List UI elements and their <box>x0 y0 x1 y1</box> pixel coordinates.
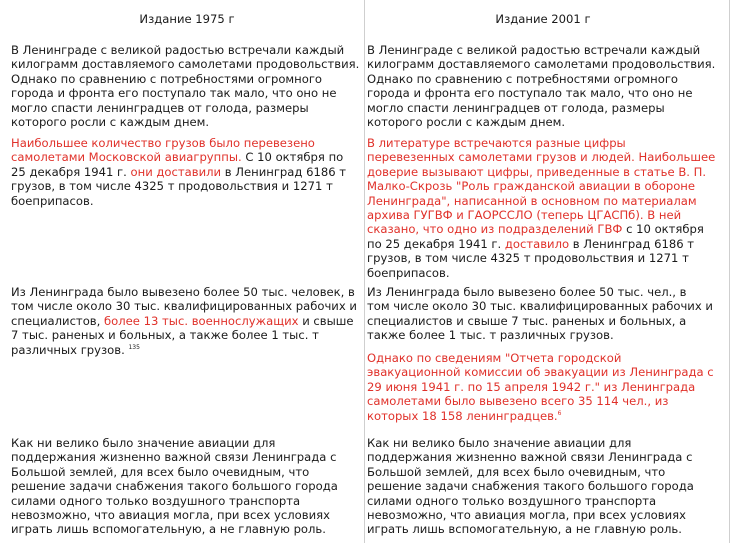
text-segment: которого росли с каждым днем. <box>367 114 566 129</box>
text-segment: Однако по сравнению с потребностями огромного <box>11 71 323 86</box>
text-line <box>11 343 357 357</box>
text-segment: том числе около 30 тыс. квалифицированных рабочих и <box>11 299 357 314</box>
right-paragraph-3 <box>367 285 713 343</box>
text-line <box>367 86 715 100</box>
text-segment: Из Ленинграда было вывезено более 50 тыс. чел., в <box>367 285 687 299</box>
text-line <box>367 351 714 365</box>
text-segment: города и фронта его поступало так мало, что оно не <box>11 86 337 101</box>
text-segment: также более 1 тыс. т различных грузов. <box>367 328 614 343</box>
text-line <box>367 237 715 251</box>
text-segment: Как ни велико было значение авиации для <box>11 436 276 450</box>
text-segment: в Ленинград 6186 т <box>221 164 347 179</box>
text-line <box>11 508 338 522</box>
right-paragraph-2 <box>367 136 715 280</box>
text-line <box>11 314 357 328</box>
text-line <box>11 436 338 450</box>
text-line <box>367 194 715 208</box>
text-segment: играть лишь вспомогательную, а не главную роль. <box>11 522 326 537</box>
text-line <box>367 299 713 313</box>
text-segment: боеприпасов. <box>11 193 94 208</box>
left-paragraph-1 <box>11 43 359 129</box>
text-line <box>367 150 715 164</box>
text-line <box>11 285 357 299</box>
text-segment: Как ни велико было значение авиации для <box>367 436 632 450</box>
highlighted-text: которых 18 158 ленинградцев. <box>367 408 558 423</box>
text-segment: Однако по сравнению с потребностями огромного <box>367 71 679 86</box>
text-segment: которого росли с каждым днем. <box>11 114 210 129</box>
text-line <box>367 380 714 394</box>
text-segment: силами одного только воздушного транспорта <box>367 493 657 508</box>
text-line <box>367 165 715 179</box>
right-paragraph-1 <box>367 43 715 129</box>
highlighted-text: более 13 тыс. военнослужащих <box>104 313 299 328</box>
text-line <box>367 222 715 236</box>
text-line <box>367 101 715 115</box>
text-line <box>11 115 359 129</box>
text-segment: специалистов, <box>11 313 104 328</box>
text-line <box>367 465 694 479</box>
highlighted-text: Наибольшее количество грузов было перевезено <box>11 136 315 150</box>
text-segment: играть лишь вспомогательную, а не главную роль. <box>367 522 682 537</box>
text-segment: невозможно, что авиация могла, при всех условиях <box>367 507 686 522</box>
left-paragraph-3 <box>11 285 357 357</box>
text-segment: города и фронта его поступало так мало, что оно не <box>367 86 693 101</box>
text-line <box>367 365 714 379</box>
left-paragraph-2 <box>11 136 346 208</box>
text-segment: килограмм доставляемого самолетами продовольствия. <box>11 57 360 72</box>
text-line <box>11 494 338 508</box>
text-line <box>11 450 338 464</box>
text-segment: С 10 октября по <box>241 150 344 165</box>
text-segment: решение задачи снабжения такого большого города <box>367 479 694 494</box>
text-segment: Из Ленинграда было вывезено более 50 тыс. человек, в <box>11 285 355 299</box>
text-line <box>367 115 715 129</box>
column-divider <box>364 0 365 543</box>
text-segment: том числе около 30 тыс. квалифицированных рабочих и <box>367 299 713 314</box>
text-line <box>367 508 694 522</box>
right-paragraph-5 <box>367 436 694 537</box>
text-line <box>367 179 715 193</box>
left-paragraph-4 <box>11 436 338 537</box>
text-line <box>11 72 359 86</box>
text-line <box>11 465 338 479</box>
column-header-1975: Издание 1975 г <box>139 12 235 26</box>
highlighted-text: эвакуационной комиссии об эвакуации из Ленинграда с <box>367 365 714 380</box>
highlighted-text: Однако по сведениям "Отчета городской <box>367 351 622 365</box>
text-segment: в Ленинград 6186 т <box>569 236 695 251</box>
text-segment: грузов, в том числе 4325 т продовольствия и 1271 т <box>11 179 333 194</box>
text-segment: специалистов и свыше 7 тыс. раненых и больных, а <box>367 313 687 328</box>
text-segment: грузов, в том числе 4325 т продовольствия и 1271 т <box>367 251 689 266</box>
text-line <box>367 409 714 423</box>
highlighted-text: Ленинграда", написанной в основном по материалам <box>367 193 697 208</box>
text-segment: поддержания жизненно важной связи Ленинграда с <box>11 450 337 465</box>
footnote-ref: 135 <box>128 343 140 351</box>
text-line <box>11 328 357 342</box>
text-segment: 7 тыс. раненых и больных, а также более 1 тыс. т <box>11 328 319 343</box>
text-line <box>11 479 338 493</box>
highlighted-text: Малко-Скрозь "Роль гражданской авиации в обороне <box>367 179 696 194</box>
text-line <box>11 522 338 536</box>
footnote-ref: 6 <box>557 409 562 417</box>
highlighted-text: самолетами Московской авиагруппы. <box>11 150 242 165</box>
right-paragraph-4 <box>367 351 714 423</box>
text-segment: силами одного только воздушного транспорта <box>11 493 301 508</box>
text-segment: Большой землей, для всех было очевидным, что <box>11 464 310 479</box>
text-line <box>11 179 346 193</box>
text-line <box>367 136 715 150</box>
text-line <box>367 208 715 222</box>
text-segment: могло спасти ленинградцев от голода, размеры <box>11 100 309 115</box>
text-line <box>367 57 715 71</box>
text-line <box>367 450 694 464</box>
table-right-border <box>729 0 730 543</box>
text-segment: В Ленинграде с великой радостью встречали каждый <box>367 43 701 57</box>
text-line <box>11 150 346 164</box>
text-line <box>11 101 359 115</box>
text-line <box>367 436 694 450</box>
text-segment: могло спасти ленинградцев от голода, размеры <box>367 100 665 115</box>
text-segment: с 10 октября <box>622 222 704 237</box>
text-line <box>11 43 359 57</box>
highlighted-text: В литературе встречаются разные цифры <box>367 136 626 150</box>
text-segment: боеприпасов. <box>367 265 450 280</box>
text-line <box>11 57 359 71</box>
text-line <box>11 194 346 208</box>
highlighted-text: доверие вызывают цифры, приведенные в статье В. П. <box>367 164 707 179</box>
text-line <box>367 251 715 265</box>
column-header-2001: Издание 2001 г <box>495 12 591 26</box>
text-line <box>367 522 694 536</box>
text-segment: по 25 декабря 1941 г. <box>367 236 505 251</box>
text-line <box>367 328 713 342</box>
highlighted-text: 29 июня 1941 г. по 15 апреля 1942 г." из Ленинграда <box>367 379 696 394</box>
highlighted-text: перевезенных самолетами грузов и людей. Наибольшее <box>367 150 716 165</box>
text-line <box>367 314 713 328</box>
text-line <box>367 266 715 280</box>
text-segment: Большой землей, для всех было очевидным, что <box>367 464 666 479</box>
text-line <box>11 165 346 179</box>
text-line <box>367 285 713 299</box>
text-segment: 25 декабря 1941 г. <box>11 164 131 179</box>
highlighted-text: самолетами было вывезено всего 35 114 чел., из <box>367 394 669 409</box>
text-line <box>11 136 346 150</box>
text-line <box>367 479 694 493</box>
text-line <box>367 72 715 86</box>
highlighted-text: архива ГУГВФ и ГАОРССЛО (теперь ЦГАСПб). В ней <box>367 207 682 222</box>
text-line <box>367 394 714 408</box>
text-segment: и свыше <box>298 313 354 328</box>
text-segment: килограмм доставляемого самолетами продовольствия. <box>367 57 716 72</box>
text-segment: В Ленинграде с великой радостью встречали каждый <box>11 43 345 57</box>
text-segment: поддержания жизненно важной связи Ленинграда с <box>367 450 693 465</box>
text-segment: решение задачи снабжения такого большого города <box>11 479 338 494</box>
text-segment: невозможно, что авиация могла, при всех условиях <box>11 507 330 522</box>
text-line <box>11 86 359 100</box>
highlighted-text: сказано, что одно из подразделений ГВФ <box>367 222 623 237</box>
highlighted-text: доставило <box>504 236 570 251</box>
text-segment: различных грузов. <box>11 342 129 357</box>
text-line <box>367 43 715 57</box>
text-line <box>367 494 694 508</box>
highlighted-text: они доставили <box>130 164 222 179</box>
text-line <box>11 299 357 313</box>
